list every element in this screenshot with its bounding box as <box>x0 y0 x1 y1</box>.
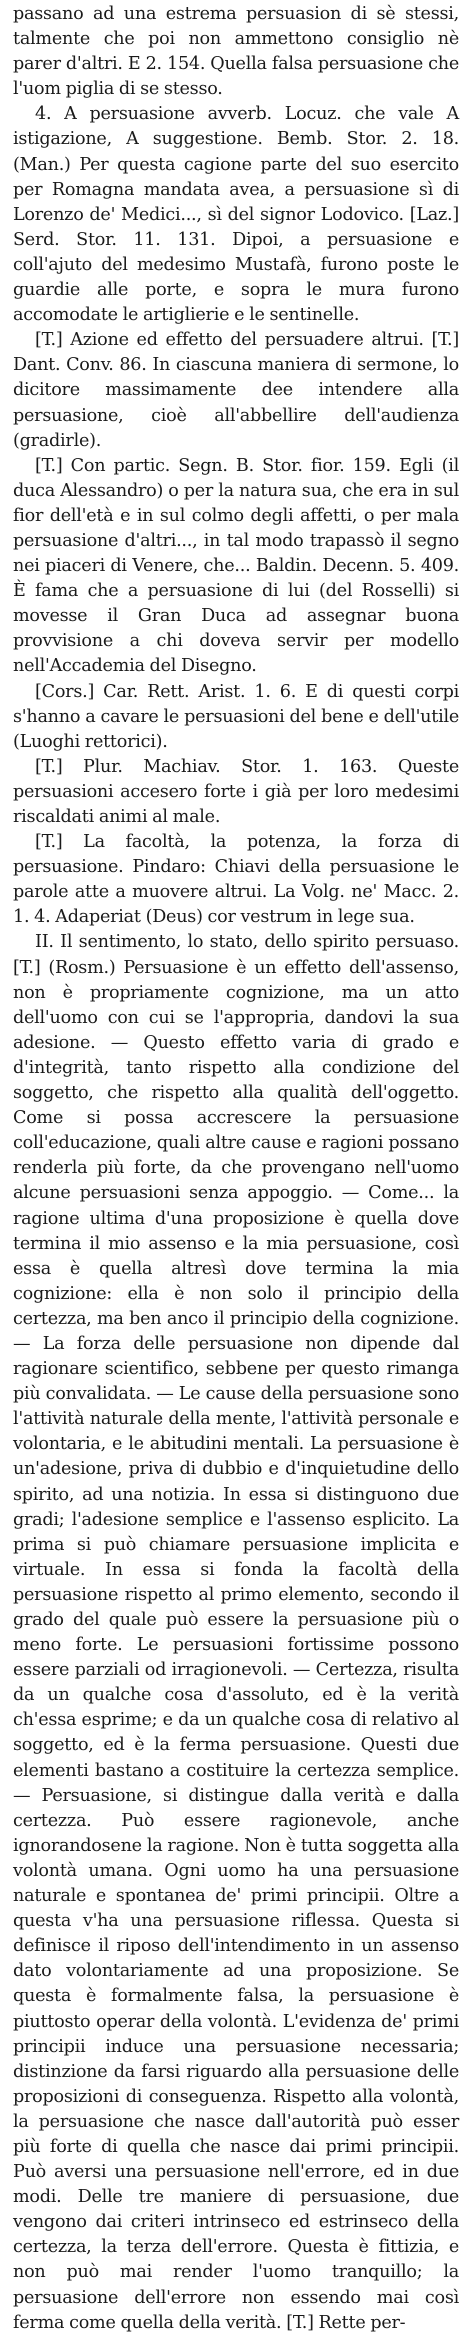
sense-4-paragraph: 4. A persuasione avverb. Locuz. che vale A istigazione, A suggestione. Bemb. Stor. 2. 18. (Man.) Per questa cagione parte del suo esercito per Romagna mandata avea, a persuasione sì di Lorenzo de' Medici..., sì del signor Lodovico. [Laz.] Serd. Stor. 11. 131. Dipoi, a persuasione e coll'ajuto del medesimo Mustafà, furono poste le guardie alle porte, e sopra le mura furono accomodate le artiglierie e le sentinelle. <box>13 104 459 326</box>
azione-paragraph: [T.] Azione ed effetto del persuadere altrui. [T.] Dant. Conv. 86. In ciascuna maniera di sermone, lo dicitore massimamente dee intendere alla persuasione, cioè all'abbellire dell'audienza (gradirle). <box>13 330 459 451</box>
entry-intro-paragraph: passano ad una estrema persuasion di sè stessi, talmente che poi non ammettono consiglio nè parer d'altri. E 2. 154. Quella falsa persuasione che l'uom piglia di se stesso. <box>13 4 459 100</box>
facolta-paragraph: [T.] La facoltà, la potenza, la forza di persuasione. Pindaro: Chiavi della persuasione le parole atte a muovere altrui. La Volg. ne' Macc. 2. 1. 4. Adaperiat (Deus) cor vestrum in lege sua. <box>13 832 459 928</box>
sense-ii-paragraph: II. Il sentimento, lo stato, dello spirito persuaso. [T.] (Rosm.) Persuasione è un effetto dell'assenso, non è propriamente cognizione, ma un atto dell'uomo con cui se l'appropria, dandovi la sua adesione. — Questo effetto varia di grado e d'integrità, tanto rispetto alla condizione del soggetto, che rispetto alla qualità dell'oggetto. Come si possa accrescere la persuasione coll'educazione, quali altre cause e ragioni possano renderla più forte, da che provengano nell'uomo alcune persuasioni senza appoggio. — Come... la ragione ultima d'una proposizione è quella dove termina il mio assenso e la mia persuasione, così essa è quella altresì dove termina la mia cognizione: ella è non solo il principio della certezza, ma ben anco il principio della cognizione. — La forza delle persuasione non dipende dal ragionare scientifico, sebbene per questo rimanga più convalidata. — Le cause della persuasione sono l'attività naturale della mente, l'attività personale e volontaria, e le abitudini mentali. La persuasione è un'adesione, priva di dubbio e d'inquietudine dello spirito, ad una notizia. In essa si distinguono due gradi; l'adesione semplice e l'assenso esplicito. La prima si può chiamare persuasione implicita e virtuale. In essa si fonda la facoltà della persuasione rispetto al primo elemento, secondo il grado del quale può essere la persuasione più o meno forte. Le persuasioni fortissime possono essere parziali od irragionevoli. — Certezza, risulta da un qualche cosa d'assoluto, ed è la verità ch'essa esprime; e da un qualche cosa di relativo al soggetto, ed è la ferma persuasione. Questi due elementi bastano a costituire la certezza semplice. — Persuasione, si distingue dalla verità e dalla certezza. Può essere ragionevole, anche ignorandosene la ragione. Non è tutta soggetta alla volontà umana. Ogni uomo ha una persuasione naturale e spontanea de' primi principii. Oltre a questa v'ha una persuasione riflessa. Questa si definisce il riposo dell'intendimento in un assenso dato volontariamente ad una proposizione. Se questa è formalmente falsa, la persuasione è piuttosto operar della volontà. L'evidenza de' primi principii induce una persuasione necessaria; distinzione da farsi riguardo alla persuasione delle proposizioni di conseguenza. Rispetto alla volontà, la persuasione che nasce dall'autorità può esser più forte di quella che nasce dai primi principii. Può aversi una persuasione nell'errore, ed in due modi. Delle tre maniere di persuasione, due vengono dai criteri intrinseco ed estrinseco della certezza, la terza dell'errore. Questa è fittizia, e non può mai render l'uomo tranquillo; la persuasione dell'errore non essendo mai così ferma come quella della verità. [T.] Rette per- <box>13 932 459 2333</box>
cors-paragraph: [Cors.] Car. Rett. Arist. 1. 6. E di questi corpi s'hanno a cavare le persuasioni del bene e dell'utile (Luoghi rettorici). <box>13 681 459 752</box>
partic-paragraph: [T.] Con partic. Segn. B. Stor. fior. 159. Egli (il duca Alessandro) o per la natura sua, che era in sul fior dell'età e in sul colmo degli affetti, o per mala persuasione d'altri..., in tal modo trapassò il segno nei piaceri di Venere, che... Baldin. Decenn. 5. 409. È fama che a persuasione di lui (del Rosselli) si movesse il Gran Duca ad assegnar buona provvisione a chi doveva servir per modello nell'Accademia del Disegno. <box>13 455 459 677</box>
plur-paragraph: [T.] Plur. Machiav. Stor. 1. 163. Queste persuasioni accesero forte i già per loro medesimi riscaldati animi al male. <box>13 756 459 827</box>
